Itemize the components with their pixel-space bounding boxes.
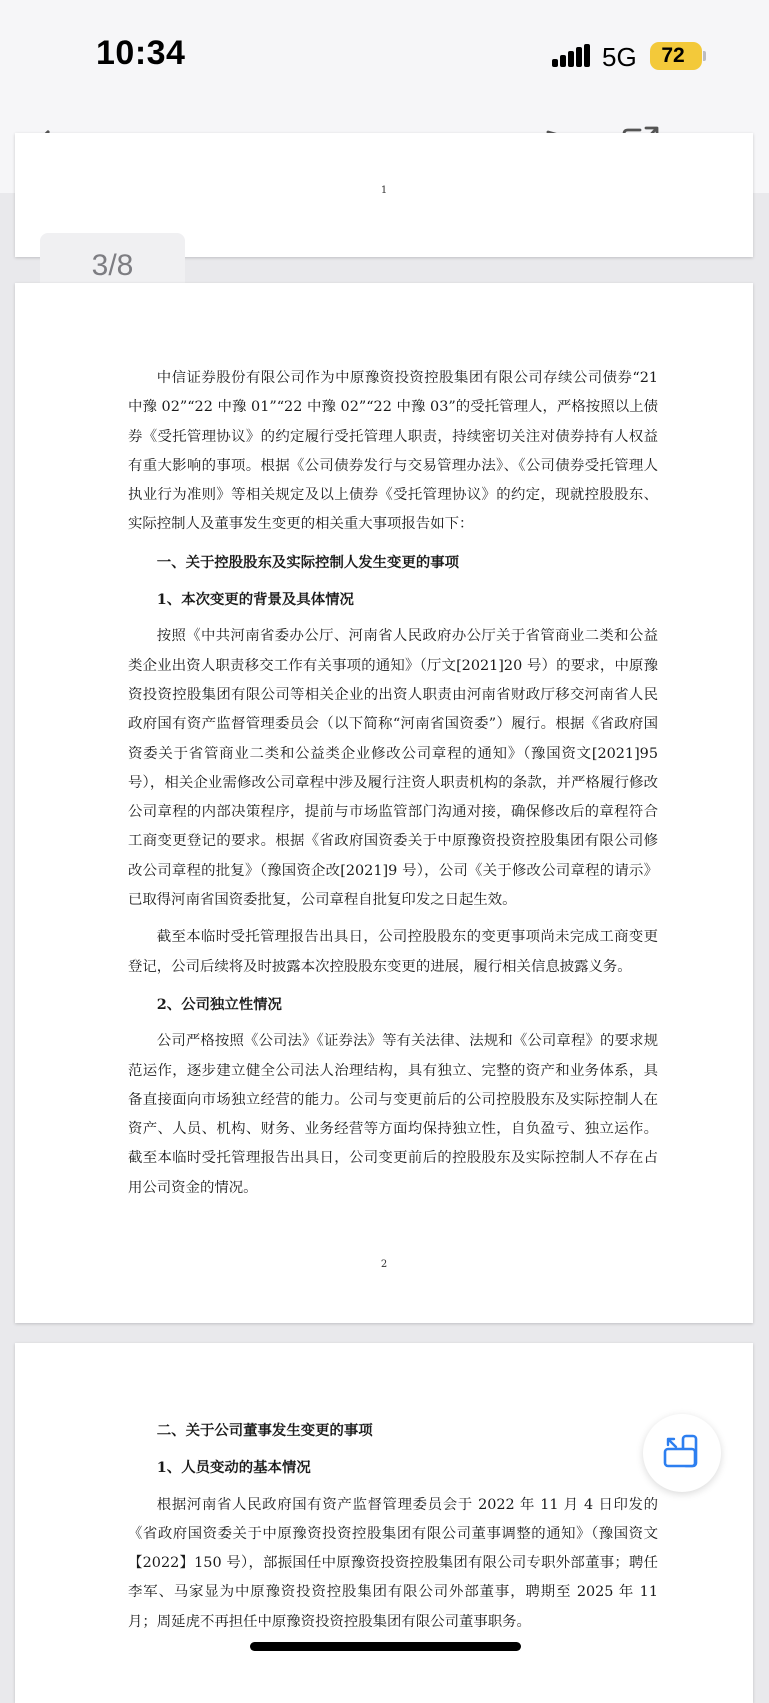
section-heading: 一、关于控股股东及实际控制人发生变更的事项 [156,553,460,571]
paragraph: 根据河南省人民政府国有资产监督管理委员会于 2022 年 11 月 4 日印发的《省政府国资委关于中原豫资投资控股集团有限公司董事调整的通知》（豫国资文【2022】150 号），部振国任中原豫资投资控股集团有限公司专职外部董事；聘任李军、马家显为中原豫资投资控股集团有限公司外部董事，聘期至 2025 年 11 月；周延虎不再担任中原豫资投资控股集团有限公司董事职务。 [128,1496,658,1630]
home-indicator [250,1642,521,1651]
subsection-heading: 2、公司独立性情况 [156,995,282,1013]
page-text [128,1413,658,1645]
pdf-page [15,283,753,1323]
paragraph: 中信证券股份有限公司作为中原豫资投资控股集团有限公司存续公司债券“21 中豫 02”“22 中豫 01”“22 中豫 02”“22 中豫 03”的受托管理人，严格按照以上债券《受托管理协议》的约定履行受托管理人职责，持续密切关注对债券持有人权益有重大影响的事项。根据《公司债券发行与交易管理办法》、《公司债券受托管理人执业行为准则》等相关规定及以上债券《受托管理协议》的约定，现就控股股东、实际控制人及董事发生变更的相关重大事项报告如下： [128,370,658,533]
battery-level: 72 [650,42,702,70]
page-number: 1 [380,185,388,196]
status-bar [0,0,769,100]
screen-rotate-icon [662,1433,702,1473]
screen-rotate-button[interactable] [643,1414,721,1492]
paragraph: 公司严格按照《公司法》《证券法》等有关法律、法规和《公司章程》的要求规范运作，逐步建立健全公司法人治理结构，具有独立、完整的资产和业务体系，具备直接面向市场独立经营的能力。公司与变更前后的公司控股股东及实际控制人在资产、人员、机构、财务、业务经营等方面均保持独立性，自负盈亏、独立运作。截至本临时受托管理报告出具日，公司变更前后的控股股东及实际控制人不存在占用公司资金的情况。 [128,1033,658,1196]
page-text [128,364,658,1211]
paragraph: 按照《中共河南省委办公厅、河南省人民政府办公厅关于省管商业二类和公益类企业出资人职责移交工作有关事项的通知》（厅文[2021]20 号）的要求，中原豫资投资控股集团有限公司等相关企业的出资人职责由河南省财政厅移交河南省人民政府国有资产监督管理委员会（以下简称“河南省国资委”）履行。根据《省政府国资委关于省管商业二类和公益类企业修改公司章程的通知》（豫国资文[2021]95 号），相关企业需修改公司章程中涉及履行注资人职责机构的条款，并严格履行修改公司章程的内部决策程序，提前与市场监管部门沟通对接，确保修改后的章程符合工商变更登记的要求。根据《省政府国资委关于中原豫资投资控股集团有限公司修改公司章程的批复》（豫国资企改[2021]9 号），公司《关于修改公司章程的请示》已取得河南省国资委批复，公司章程自批复印发之日起生效。 [128,628,658,909]
battery-cap [703,51,706,61]
subsection-heading: 1、人员变动的基本情况 [156,1459,311,1477]
section-heading: 二、关于公司董事发生变更的事项 [156,1422,373,1439]
signal-icon [552,44,590,70]
page-indicator: 3/8 [40,233,185,299]
page-number: 2 [380,1259,388,1270]
paragraph: 截至本临时受托管理报告出具日，公司控股股东的变更事项尚未完成工商变更登记，公司后续将及时披露本次控股股东变更的进展，履行相关信息披露义务。 [128,929,658,975]
clock: 10:34 [96,34,186,72]
subsection-heading: 1、本次变更的背景及具体情况 [156,591,354,609]
network-type: 5G [602,42,637,72]
